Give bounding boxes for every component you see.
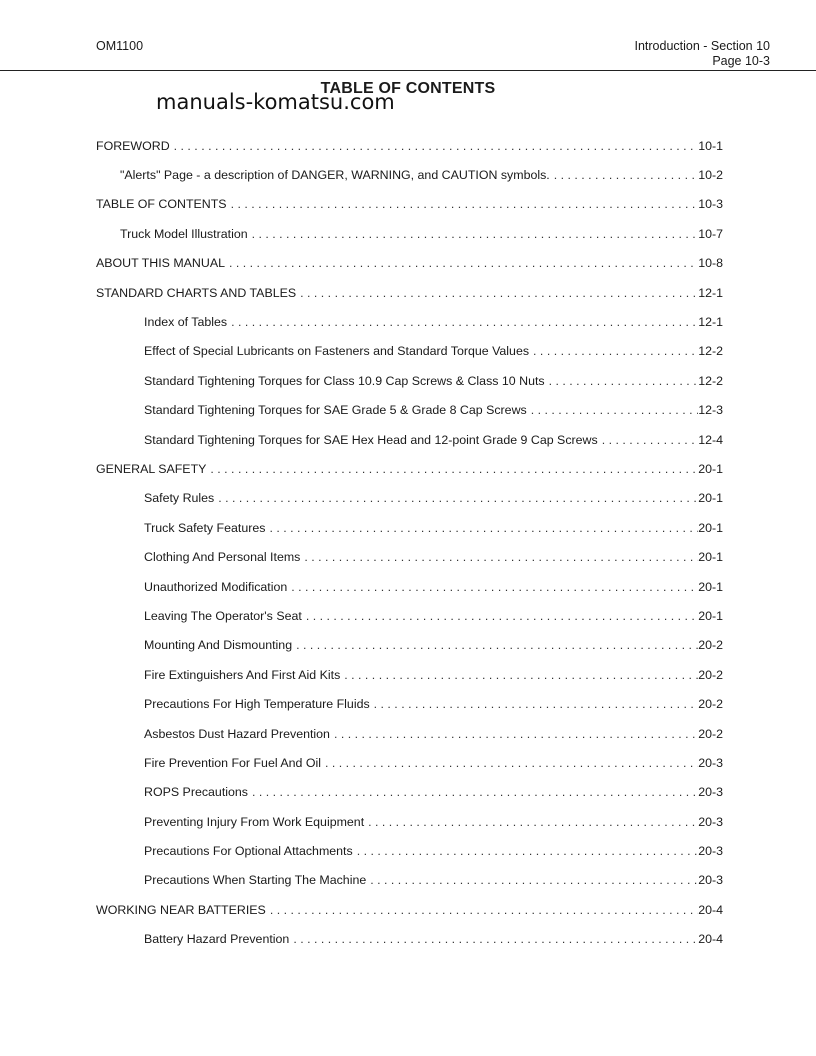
toc-entry[interactable] — [96, 572, 723, 601]
toc-entry[interactable] — [96, 454, 723, 483]
dot-leader — [533, 344, 698, 358]
watermark: manuals-komatsu.com — [156, 90, 395, 114]
toc-entry-page[interactable]: 20-2 — [698, 726, 723, 741]
dot-leader — [368, 815, 698, 829]
toc-entry[interactable] — [96, 925, 723, 954]
dot-leader — [210, 462, 698, 476]
toc-entry-page[interactable]: 20-3 — [698, 873, 723, 888]
toc-entry[interactable] — [96, 895, 723, 924]
toc-entry-page[interactable]: 20-3 — [698, 844, 723, 859]
toc-entry[interactable] — [96, 660, 723, 689]
toc-entry-page[interactable]: 20-3 — [698, 785, 723, 800]
toc-entry-page[interactable]: 20-1 — [698, 520, 723, 535]
toc-entry-page[interactable]: 12-3 — [698, 403, 723, 418]
toc-entry-label[interactable]: Index of Tables — [144, 315, 228, 330]
toc-entry-label[interactable]: Safety Rules — [144, 491, 215, 506]
toc-entry-label[interactable]: Fire Extinguishers And First Aid Kits — [144, 667, 341, 682]
toc-entry-label[interactable]: WORKING NEAR BATTERIES — [96, 902, 266, 917]
toc-entry-label[interactable]: STANDARD CHARTS AND TABLES — [96, 285, 297, 300]
toc-entry-label[interactable]: Precautions When Starting The Machine — [144, 873, 367, 888]
dot-leader — [252, 227, 699, 241]
toc-entry[interactable] — [96, 778, 723, 807]
toc-entry-page[interactable]: 20-4 — [698, 902, 723, 917]
dot-leader — [357, 844, 699, 858]
toc-entry-label[interactable]: Preventing Injury From Work Equipment — [144, 814, 365, 829]
toc-entry-label[interactable]: Standard Tightening Torques for Class 10.9 Cap Screws & Class 10 Nuts — [144, 373, 545, 388]
dot-leader — [549, 374, 699, 388]
toc-entry-label[interactable]: Asbestos Dust Hazard Prevention — [144, 726, 330, 741]
toc-entry[interactable] — [96, 513, 723, 542]
toc-entry[interactable] — [96, 278, 723, 307]
toc-entry-page[interactable]: 20-1 — [698, 461, 723, 476]
dot-leader — [306, 609, 698, 623]
toc-entry-page[interactable]: 12-2 — [698, 373, 723, 388]
toc-entry-label[interactable]: Precautions For High Temperature Fluids — [144, 697, 370, 712]
toc-entry-label[interactable]: Leaving The Operator's Seat — [144, 608, 302, 623]
dot-leader — [370, 873, 698, 887]
toc-entry[interactable] — [96, 631, 723, 660]
toc-entry-page[interactable]: 20-1 — [698, 550, 723, 565]
toc-entry-label[interactable]: Truck Model Illustration — [120, 226, 248, 241]
toc-entry-label[interactable]: Standard Tightening Torques for SAE Hex Head and 12-point Grade 9 Cap Screws — [144, 432, 598, 447]
toc-entry[interactable] — [96, 866, 723, 895]
dot-leader — [602, 433, 699, 447]
toc-entry-page[interactable]: 10-3 — [698, 197, 723, 212]
dot-leader — [293, 932, 698, 946]
dot-leader — [252, 785, 698, 799]
toc-entry-page[interactable]: 10-7 — [698, 226, 723, 241]
toc-entry[interactable] — [96, 249, 723, 278]
toc-entry-page[interactable]: 20-2 — [698, 697, 723, 712]
toc-entry[interactable] — [96, 719, 723, 748]
dot-leader — [218, 491, 698, 505]
toc-entry[interactable] — [96, 601, 723, 630]
toc-entry-page[interactable]: 20-3 — [698, 814, 723, 829]
doc-code: OM1100 — [96, 39, 144, 53]
toc-entry-page[interactable]: 20-2 — [698, 667, 723, 682]
toc-entry-label[interactable]: ABOUT THIS MANUAL — [96, 256, 225, 271]
toc-entry-page[interactable]: 10-8 — [698, 256, 723, 271]
toc-entry[interactable] — [96, 190, 723, 219]
toc-entry-page[interactable]: 12-1 — [698, 315, 723, 330]
toc-entry[interactable] — [96, 542, 723, 571]
toc-entry-label[interactable]: Fire Prevention For Fuel And Oil — [144, 755, 321, 770]
dot-leader — [269, 521, 698, 535]
toc-entry-page[interactable]: 20-3 — [698, 755, 723, 770]
toc-entry[interactable] — [96, 307, 723, 336]
toc-entry[interactable] — [96, 689, 723, 718]
toc-entry[interactable] — [96, 131, 723, 160]
dot-leader — [229, 256, 698, 270]
toc-entry[interactable] — [96, 807, 723, 836]
page-header-info — [635, 39, 771, 69]
toc-entry-label[interactable]: Standard Tightening Torques for SAE Grade 5 & Grade 8 Cap Screws — [144, 403, 527, 418]
toc-entry-label[interactable]: Clothing And Personal Items — [144, 550, 301, 565]
toc-entry-page[interactable]: 20-2 — [698, 638, 723, 653]
toc-entry-label[interactable]: ROPS Precautions — [144, 785, 248, 800]
toc-entry-page[interactable]: 20-1 — [698, 608, 723, 623]
toc-entry-label[interactable]: Mounting And Dismounting — [144, 638, 293, 653]
table-of-contents — [96, 131, 723, 954]
page-number: Page 10-3 — [712, 54, 770, 68]
dot-leader — [304, 550, 698, 564]
toc-entry[interactable] — [96, 425, 723, 454]
toc-entry-page[interactable]: 12-1 — [698, 285, 723, 300]
dot-leader — [325, 756, 698, 770]
dot-leader — [174, 139, 699, 153]
dot-leader — [231, 315, 698, 329]
dot-leader — [344, 668, 698, 682]
header-divider — [0, 70, 816, 71]
toc-entry-page[interactable]: 10-2 — [698, 168, 723, 183]
toc-entry[interactable] — [96, 366, 723, 395]
toc-entry[interactable] — [96, 337, 723, 366]
toc-entry-label[interactable]: Truck Safety Features — [144, 520, 266, 535]
toc-entry-page[interactable]: 12-4 — [698, 432, 723, 447]
page-title: TABLE OF CONTENTS — [320, 80, 496, 97]
toc-entry-page[interactable]: 12-2 — [698, 344, 723, 359]
dot-leader — [296, 638, 698, 652]
dot-leader — [334, 727, 698, 741]
toc-entry-page[interactable]: 20-1 — [698, 491, 723, 506]
dot-leader — [554, 168, 698, 182]
toc-entry-label[interactable]: Precautions For Optional Attachments — [144, 844, 353, 859]
toc-entry[interactable] — [96, 748, 723, 777]
toc-entry[interactable] — [96, 484, 723, 513]
dot-leader — [231, 197, 699, 211]
toc-entry-label[interactable]: FOREWORD — [96, 138, 170, 153]
toc-entry-page[interactable]: 20-4 — [698, 932, 723, 947]
toc-entry-label[interactable]: Battery Hazard Prevention — [144, 932, 290, 947]
toc-entry[interactable] — [96, 219, 723, 248]
dot-leader — [374, 697, 699, 711]
toc-entry[interactable] — [96, 836, 723, 865]
toc-entry-label[interactable]: Effect of Special Lubricants on Fasteners and Standard Torque Values — [144, 344, 530, 359]
section-label: Introduction - Section 10 — [634, 39, 770, 53]
toc-entry-page[interactable]: 10-1 — [698, 138, 723, 153]
toc-entry-label[interactable]: TABLE OF CONTENTS — [96, 197, 227, 212]
toc-entry[interactable] — [96, 396, 723, 425]
dot-leader — [291, 580, 698, 594]
dot-leader — [531, 403, 698, 417]
toc-entry-label[interactable]: Unauthorized Modification — [144, 579, 288, 594]
toc-entry-label[interactable]: "Alerts" Page - a description of DANGER, WARNING, and CAUTION symbols. — [120, 168, 550, 183]
dot-leader — [300, 286, 698, 300]
toc-entry-page[interactable]: 20-1 — [698, 579, 723, 594]
toc-entry[interactable] — [96, 160, 723, 189]
toc-entry-label[interactable]: GENERAL SAFETY — [96, 461, 207, 476]
dot-leader — [270, 903, 698, 917]
